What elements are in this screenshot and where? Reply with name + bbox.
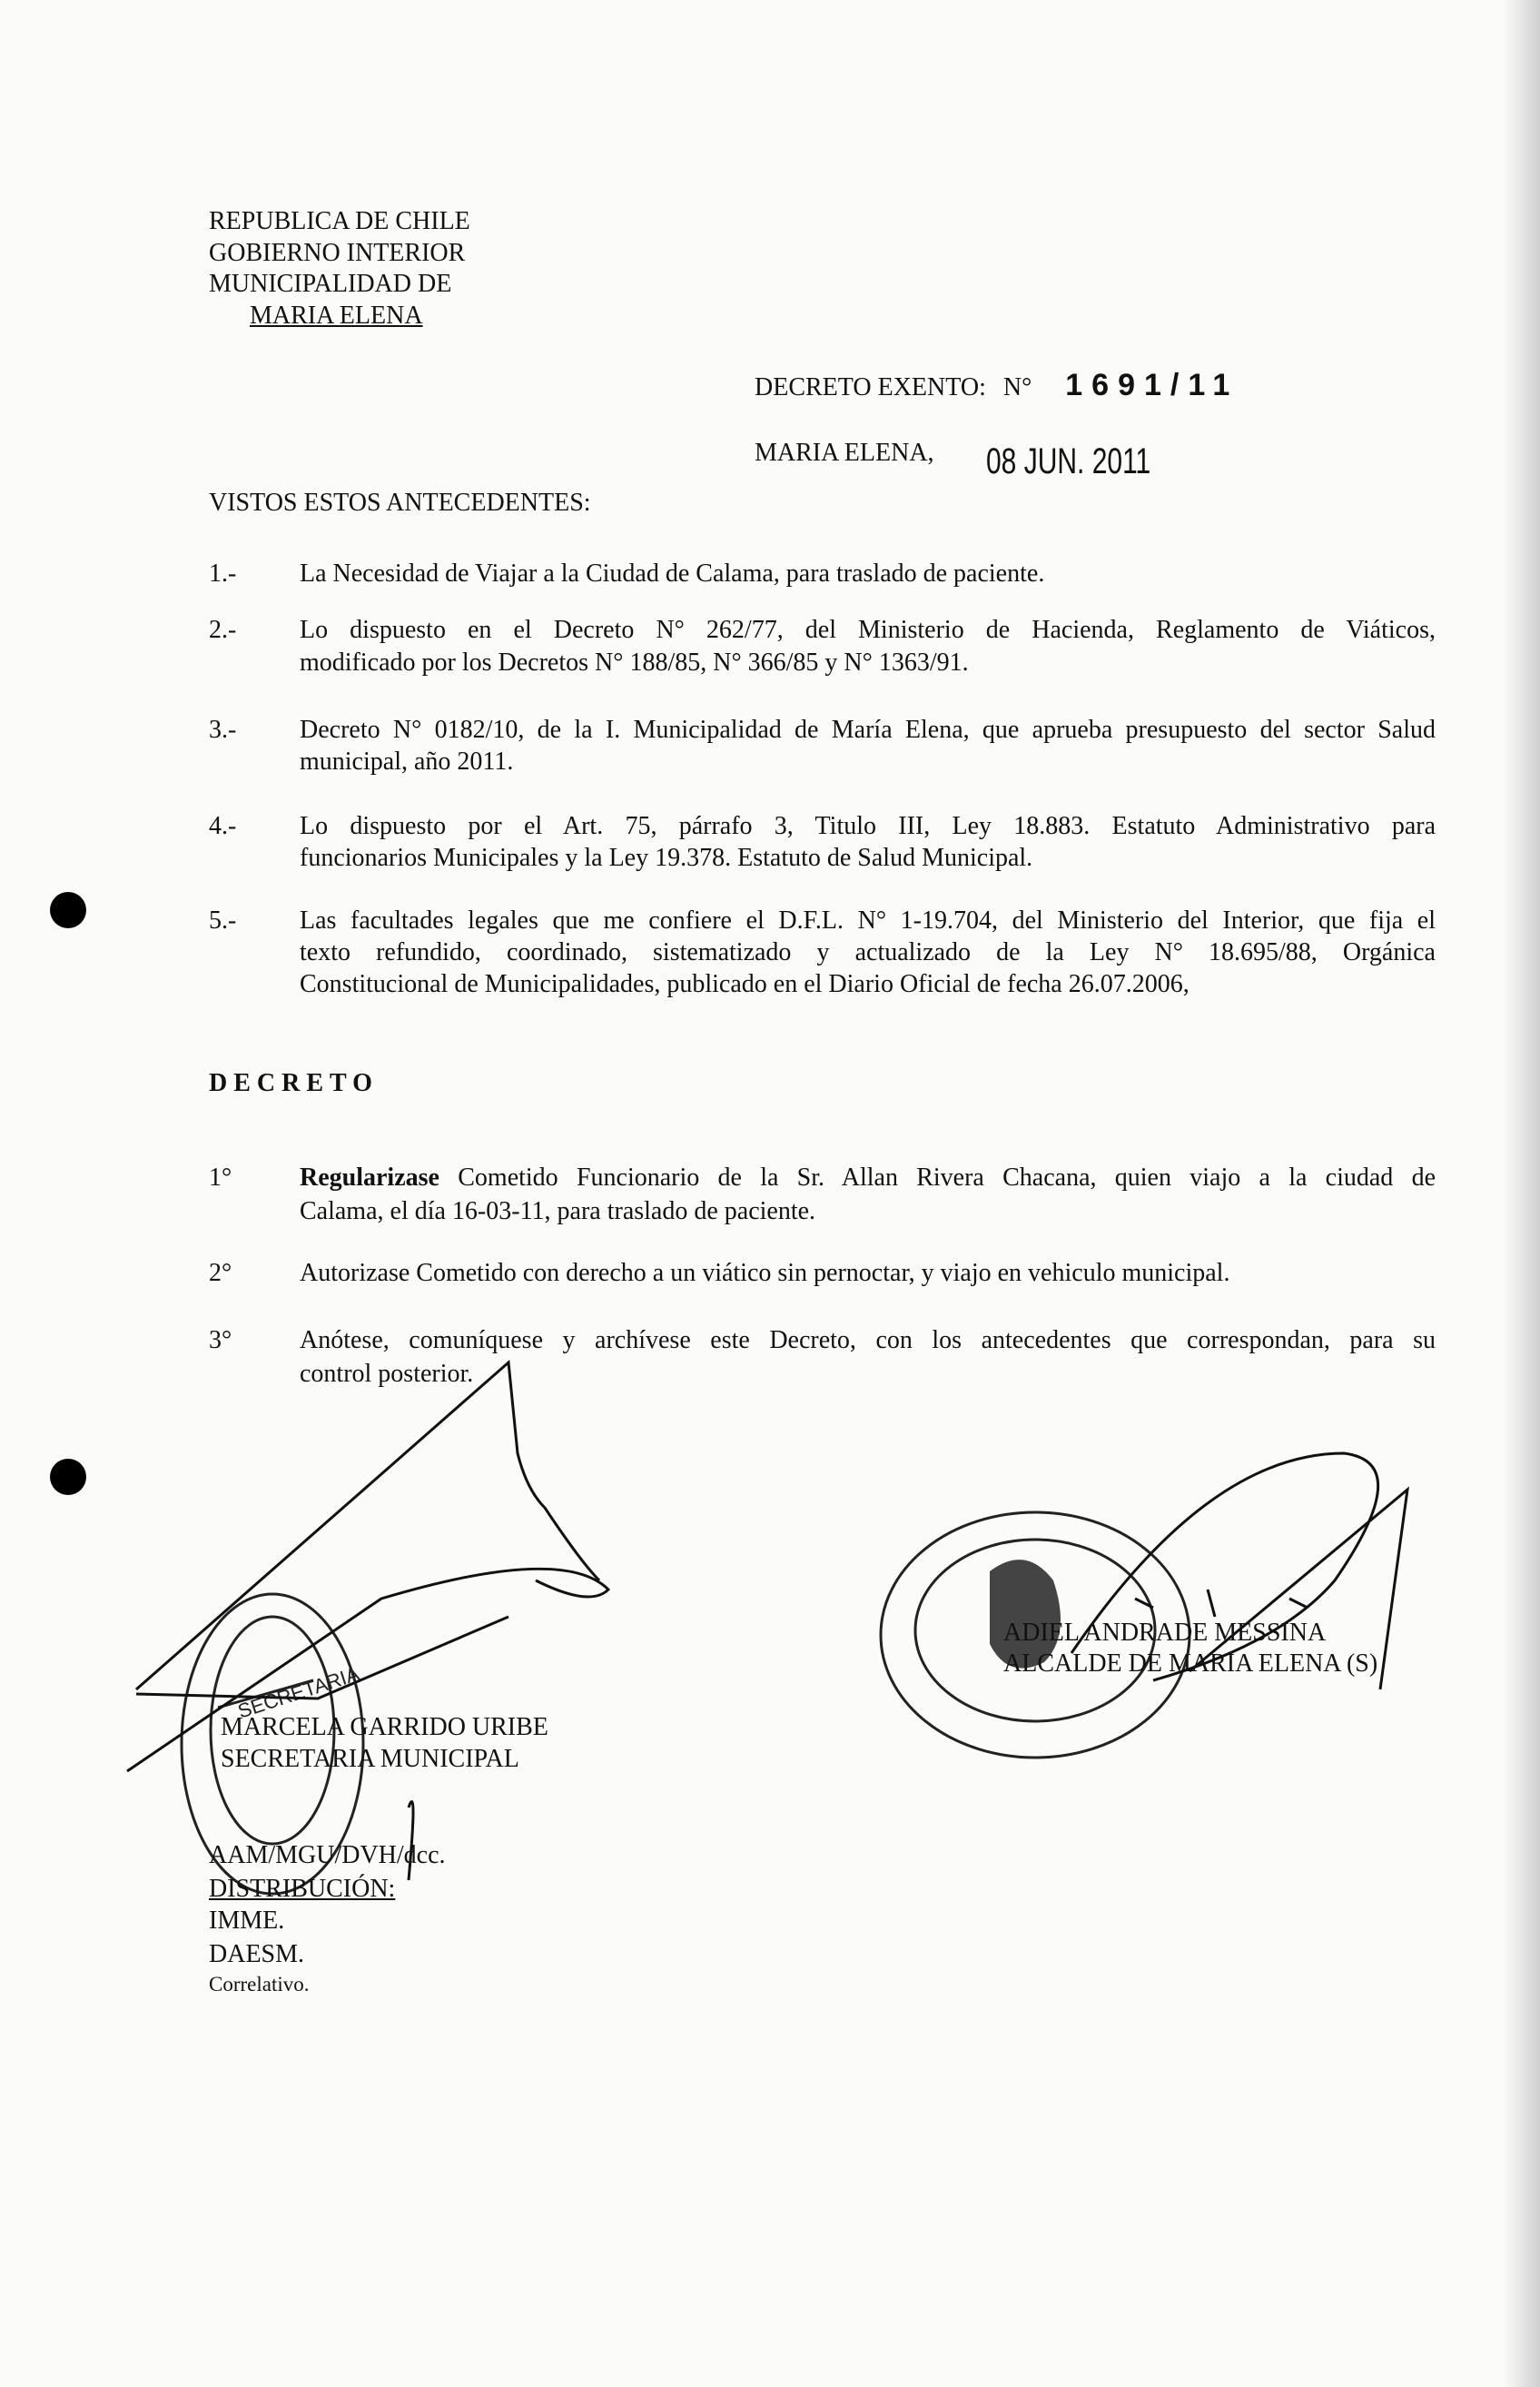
signature-left [127,1362,608,1880]
alcalde-name: ADIEL ANDRADE MESSINA [1003,1619,1327,1647]
distribution-label: DISTRIBUCIÓN: [209,1875,396,1903]
item-bold-verb: Regularizase [300,1164,439,1192]
letterhead-line: MUNICIPALIDAD DE [209,270,452,298]
item-text: Calama, el día 16-03-11, para traslado de paciente. [300,1197,816,1225]
letterhead-line: REPUBLICA DE CHILE [209,207,470,235]
item-text: La Necesidad de Viajar a la Ciudad de Calama, para traslado de paciente. [300,560,1045,588]
item-text: funcionarios Municipales y la Ley 19.378. Estatuto de Salud Municipal. [300,844,1033,872]
item-number: 2.- [209,616,237,644]
item-number: 5.- [209,906,237,935]
item-text: control posterior. [300,1360,474,1388]
vistos-heading: VISTOS ESTOS ANTECEDENTES: [209,489,591,517]
recipient: DAESM. [209,1940,305,1968]
letterhead-line: MARIA ELENA [250,302,423,330]
item-number: 1° [209,1164,232,1192]
item-number: 3° [209,1326,232,1354]
decree-number: 1691/11 [1065,368,1239,402]
letterhead-line: GOBIERNO INTERIOR [209,239,466,267]
decree-label: DECRETO EXENTO: [755,373,986,401]
item-number: 3.- [209,716,237,744]
item-text: Autorizase Cometido con derecho a un viático sin pernoctar, y viajo en vehiculo municipal. [300,1259,1230,1287]
stamp-text: SECRETARIA [234,1661,362,1723]
decreto-heading: DECRETO [209,1069,379,1097]
alcalde-title: ALCALDE DE MARIA ELENA (S) [1003,1649,1378,1678]
item-text: Las facultades legales que me confiere el D.F.L. N° 1-19.704, del Ministerio del Interior, que fija el [300,906,1436,935]
item-text: Decreto N° 0182/10, de la I. Municipalidad de María Elena, que aprueba presupuesto del sector Salud [300,716,1436,744]
recipient: IMME. [209,1907,285,1935]
item-text: Lo dispuesto en el Decreto N° 262/77, del Ministerio de Hacienda, Reglamento de Viáticos, [300,616,1436,644]
number-label: N° [1002,373,1032,401]
date-stamp: 08 JUN. 2011 [985,441,1150,481]
item-text: Constitucional de Municipalidades, publicado en el Diario Oficial de fecha 26.07.2006, [300,970,1190,998]
item-text-rest: Cometido Funcionario de la Sr. Allan Rivera Chacana, quien viajo a la ciudad de [439,1164,1436,1192]
secretaria-title: SECRETARIA MUNICIPAL [221,1745,519,1773]
place: MARIA ELENA, [755,439,934,467]
item-text: modificado por los Decretos N° 188/85, N° 366/85 y N° 1363/91. [300,649,969,677]
item-text: municipal, año 2011. [300,748,514,776]
item-text: Anótese, comuníquese y archívese este Decreto, con los antecedentes que correspondan, para su [300,1326,1436,1354]
correlativo-note: Correlativo. [209,1973,310,1996]
item-number: 2° [209,1259,232,1287]
item-text: texto refundido, coordinado, sistematizado y actualizado de la Ley N° 18.695/88, Orgánica [300,938,1436,966]
item-text: Lo dispuesto por el Art. 75, párrafo 3, Titulo III, Ley 18.883. Estatuto Administrativo para [300,812,1436,840]
secretaria-name: MARCELA GARRIDO URIBE [221,1713,548,1741]
item-number: 1.- [209,560,237,588]
item-number: 4.- [209,812,237,840]
initials: AAM/MGU/DVH/dcc. [209,1841,446,1869]
